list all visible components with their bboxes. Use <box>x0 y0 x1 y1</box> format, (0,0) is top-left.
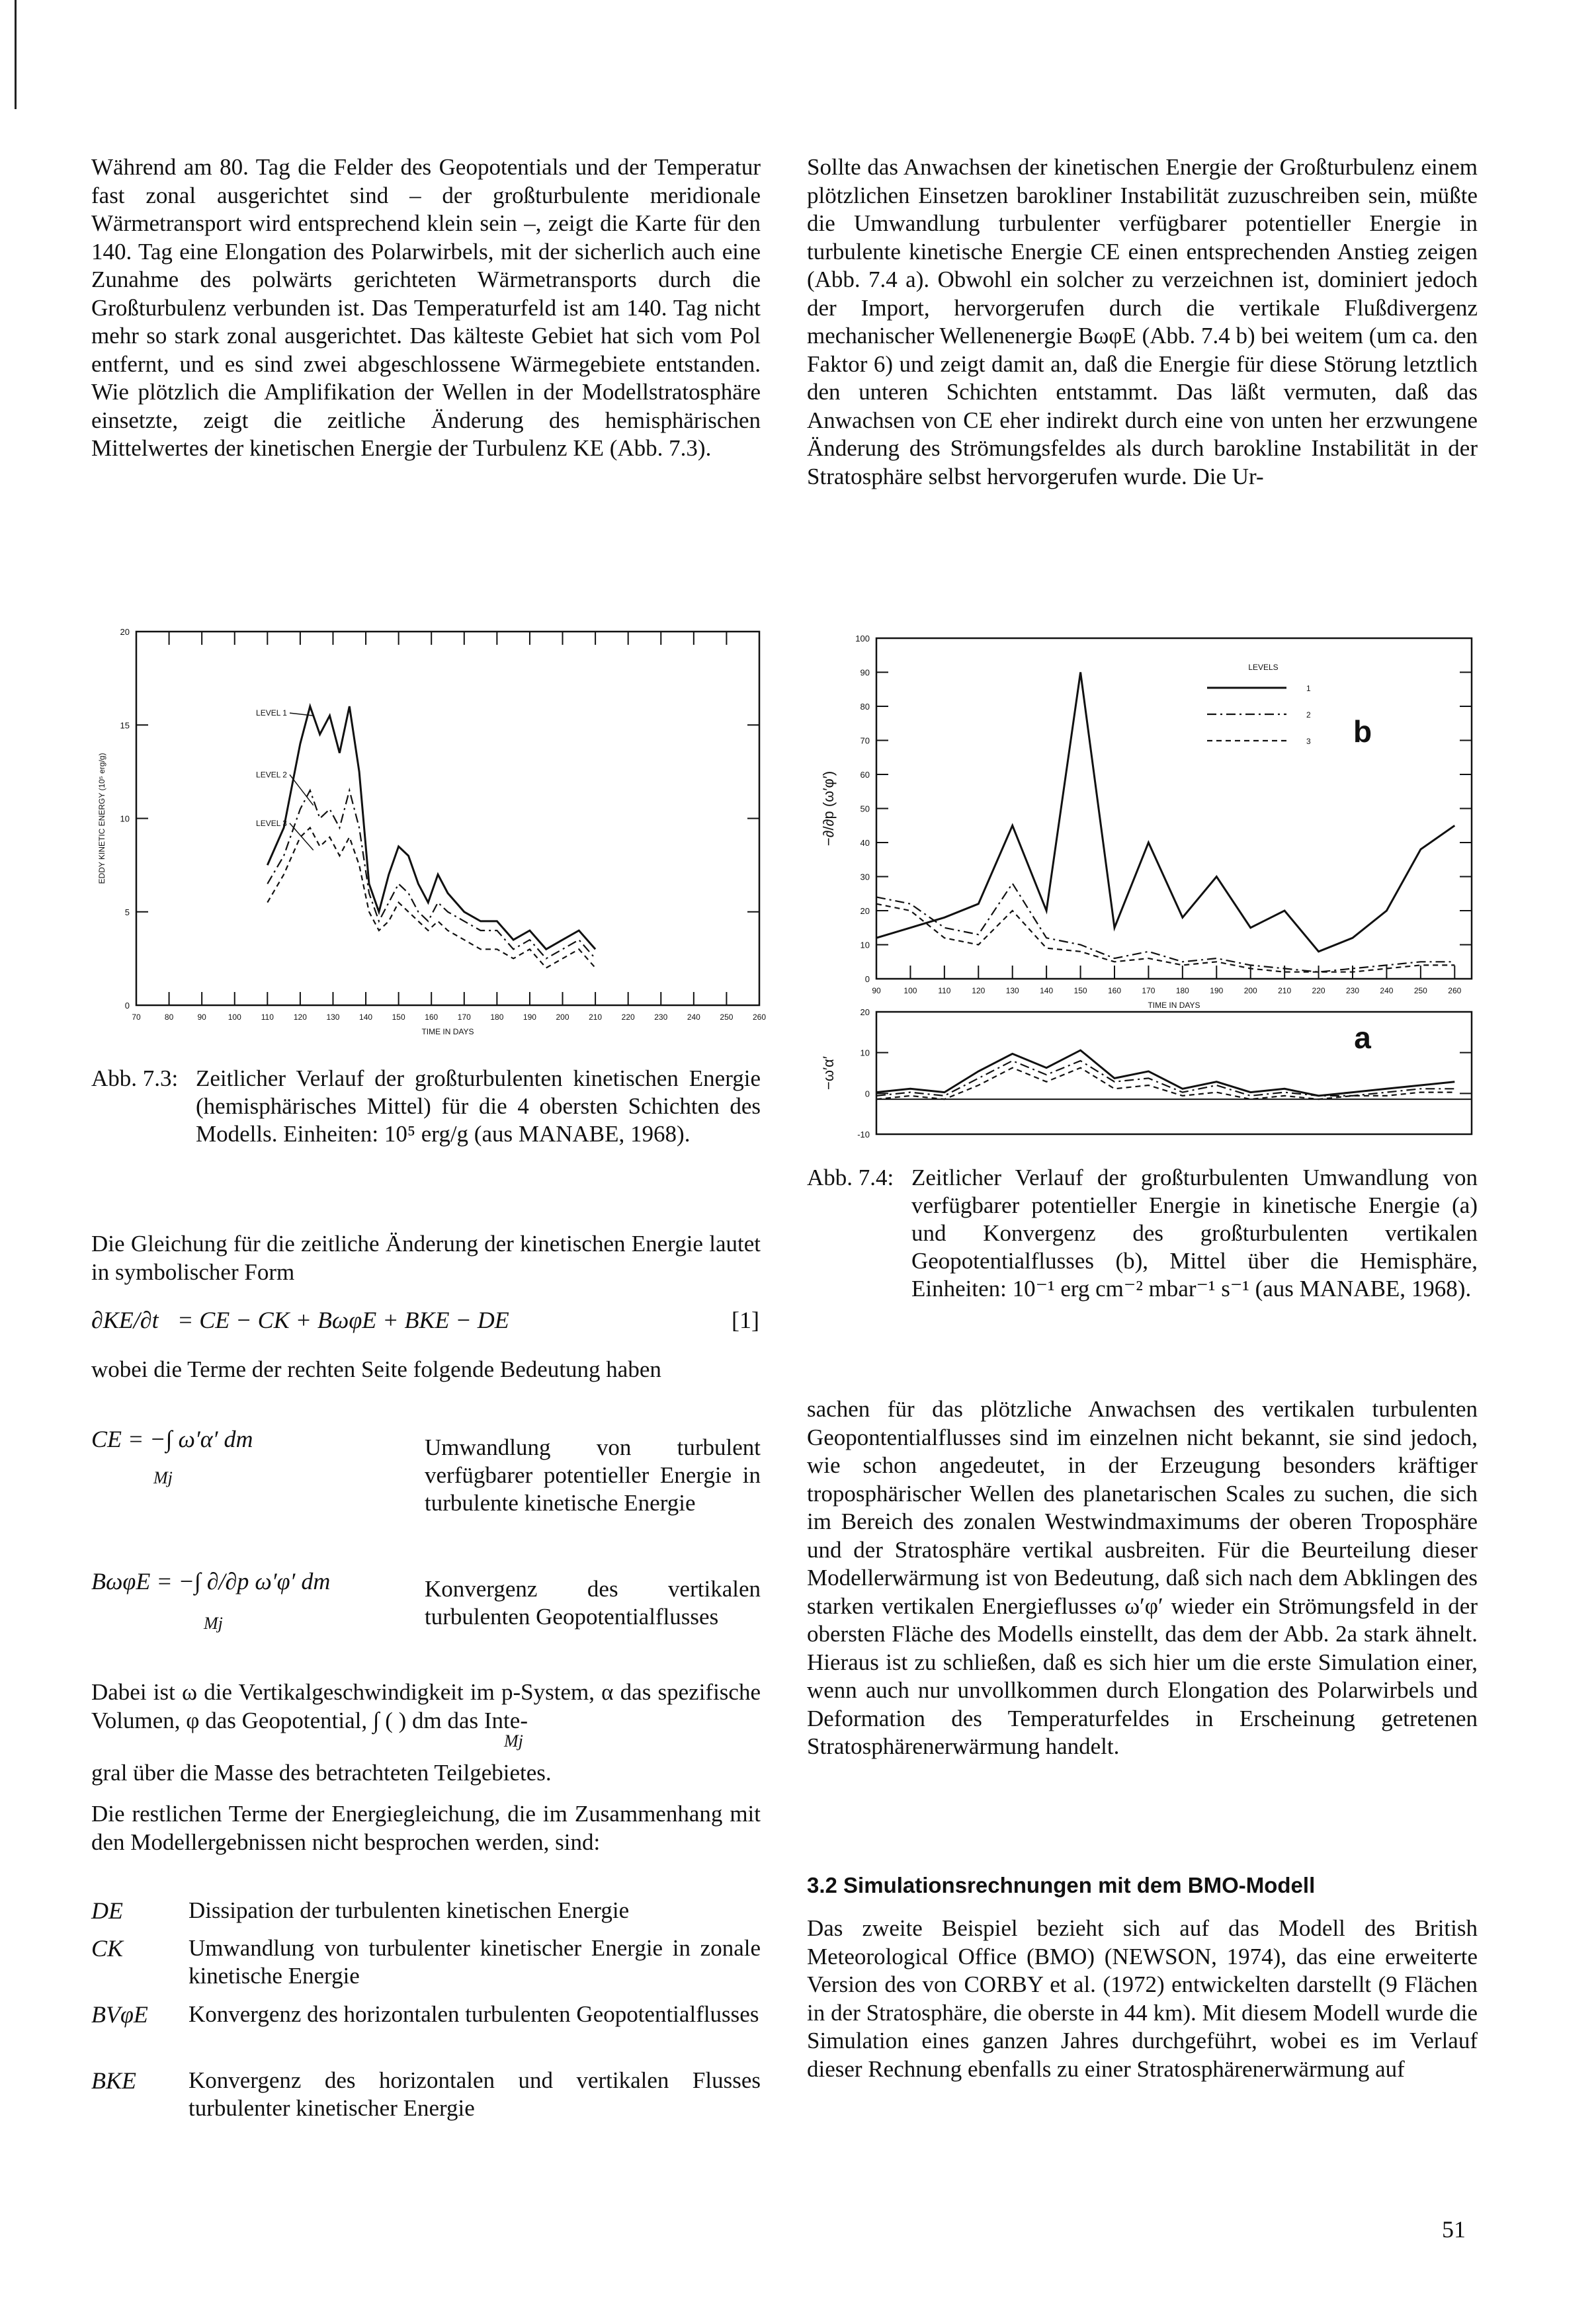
fig7_3-xtick-label-19: 260 <box>752 1013 767 1022</box>
fig7-3-series-2-label: LEVEL 2 <box>256 770 287 780</box>
fig7_4b-ylabel: −∂/∂p (ω′φ′) <box>820 770 837 847</box>
term-ck-name: CK <box>91 1935 124 1962</box>
left-paragraph-5 <box>91 1800 761 1856</box>
fig7_4b-ytick-label-1: 10 <box>860 940 870 950</box>
fig7_4b-xtick-label-15: 240 <box>1380 986 1394 995</box>
figure-7-3-caption-text: Zeitlicher Verlauf der großturbulenten kinetischen Energie (hemisphärisches Mittel) für die 4 obersten Schichten des Modells. Einheiten: 10⁵ erg/g (aus MANABE, 1968). <box>196 1065 761 1147</box>
left-paragraph-3 <box>91 1356 761 1384</box>
fig7_4b-xtick-label-1: 100 <box>903 986 917 995</box>
fig7_3-series-2-line <box>267 790 595 958</box>
fig7_4b-ytick-label-5: 50 <box>860 804 870 814</box>
fig7_4b-ytick-label-9: 90 <box>860 667 870 678</box>
bwe-formula-subscript: Mj <box>204 1614 223 1633</box>
fig7_4b-xtick-label-17: 260 <box>1448 986 1462 995</box>
fig7_4b-ytick-label-10: 100 <box>855 634 870 643</box>
fig7-3-series-3-label: LEVEL 3 <box>256 818 287 828</box>
fig7_4a-series-3-line <box>876 1068 1454 1100</box>
fig7_4b-xtick-label-11: 200 <box>1243 986 1257 995</box>
term-bke-name: BKE <box>91 2067 136 2094</box>
fig7_3-xtick-label-3: 100 <box>228 1013 241 1022</box>
fig7_4b-xtick-label-4: 130 <box>1005 986 1019 995</box>
fig7_3-xtick-label-9: 160 <box>425 1013 439 1022</box>
fig7_4b-xtick-label-3: 120 <box>972 986 986 995</box>
left-paragraph-4b-text: gral über die Masse des betrachteten Teilgebietes. <box>91 1760 552 1786</box>
fig7_3-xtick-label-15: 220 <box>621 1013 635 1022</box>
fig7_4b-xtick-label-9: 180 <box>1175 986 1189 995</box>
right-paragraph-3 <box>807 1915 1478 2083</box>
fig7-4b-legend-label-2: 2 <box>1306 710 1311 720</box>
left-paragraph-1-text: Während am 80. Tag die Felder des Geopotentials und der Temperatur fast zonal ausgerichtet sind – der großturbulente meridionale Wärmetransport wird entsprechend klein sein –, zeigt die Karte für den 140. Tag eine Elongation des Polarwirbels, mit der sicherlich auch eine Zunahme des polwärts gerichteten Wärmetransports durch die Großturbulenz verbunden ist. Das Temperaturfeld ist am 140. Tag nicht mehr so stark zonal ausgerichtet. Das kälteste Gebiet hat sich vom Pol entfernt, und es sind zwei abgeschlossene Wärmegebiete entstanden. Wie plötzlich die Amplifikation der Wellen in der Modellstratosphäre einsetzte, zeigt die zeitliche Änderung des hemisphärischen Mittelwertes der kinetischen Energie der Turbulenz KE (Abb. 7.3). <box>91 154 761 461</box>
fig7_3-xtick-label-5: 120 <box>293 1013 307 1022</box>
fig7_4a-frame <box>876 1012 1472 1134</box>
fig7_3-xtick-label-13: 200 <box>556 1013 569 1022</box>
ce-description: Umwandlung von turbulent verfügbarer potentieller Energie in turbulente kinetische Energie <box>425 1434 761 1516</box>
binder-edge-line <box>15 0 17 109</box>
fig7_4a-ylabel: −ω′α′ <box>820 1056 837 1090</box>
fig7_4b-xtick-label-2: 110 <box>938 986 951 995</box>
fig7-4a-panel-label: a <box>1354 1020 1371 1055</box>
fig7_4b-xtick-label-14: 230 <box>1345 986 1360 995</box>
left-paragraph-4 <box>91 1678 761 1735</box>
fig7-4b-legend-label-1: 1 <box>1306 684 1311 693</box>
fig7_3-xtick-label-4: 110 <box>261 1013 274 1022</box>
fig7_3-xtick-label-14: 210 <box>589 1013 603 1022</box>
fig7_4b-xtick-label-10: 190 <box>1210 986 1224 995</box>
fig7_4b-xtick-label-5: 140 <box>1040 986 1054 995</box>
figure-7-4-chart <box>804 625 1485 1154</box>
fig7_4b-ytick-label-7: 70 <box>860 735 870 746</box>
fig7-4b-panel-label: b <box>1353 714 1372 749</box>
fig7_4b-xtick-label-12: 210 <box>1278 986 1292 995</box>
right-paragraph-3-text: Das zweite Beispiel bezieht sich auf das Modell des British Meteorological Office (BMO) (NEWSON, 1974), das eine erweiterte Version des von CORBY et al. (1972) entwickelten darstellt (9 Flächen in der Stratosphäre, die oberste in 44 km). Mit diesem Modell wurde die Simulation eines ganzen Jahres durchgeführt, wobei es im Verlauf dieser Rechnung ebenfalls zu einer Stratosphärenerwärmung auf <box>807 1915 1478 2082</box>
fig7_4b-frame <box>876 638 1472 979</box>
fig7_3-xtick-label-11: 180 <box>490 1013 504 1022</box>
ce-formula-subscript: Mj <box>153 1468 173 1487</box>
fig7_3-xtick-label-2: 90 <box>197 1013 206 1022</box>
fig7_4b-ytick-label-4: 40 <box>860 838 870 848</box>
term-bvphie-desc: Konvergenz des horizontalen turbulenten Geopotentialflusses <box>189 2001 759 2027</box>
fig7_4b-xtick-label-16: 250 <box>1413 986 1427 995</box>
fig7_4b-xtick-label-7: 160 <box>1107 986 1122 995</box>
fig7-3-series-1-leader <box>290 713 314 716</box>
fig7_4a-ytick-label-1: 0 <box>864 1089 870 1099</box>
term-bke-desc: Konvergenz des horizontalen und vertikalen Flusses turbulenter kinetischer Energie <box>189 2067 761 2121</box>
fig7_4a-series-1-line <box>876 1050 1454 1096</box>
fig7_4a-ytick-label-3: 20 <box>860 1007 870 1017</box>
fig7-4b-legend-title: LEVELS <box>1248 663 1279 672</box>
left-paragraph-4b <box>91 1759 761 1788</box>
left-paragraph-1 <box>91 153 761 463</box>
fig7_3-ytick-label-3: 15 <box>120 720 130 731</box>
fig7_4b-xtick-label-8: 170 <box>1142 986 1155 995</box>
fig7_3-ytick-label-1: 5 <box>124 907 130 917</box>
left-paragraph-2 <box>91 1230 761 1286</box>
fig7_3-xtick-label-12: 190 <box>523 1013 536 1022</box>
equation-lhs: ∂KE/∂t <box>91 1307 159 1333</box>
term-bvphie-name: BVφE <box>91 2001 148 2028</box>
figure-7-3-chart <box>91 618 782 1052</box>
fig7_4b-xtick-label-0: 90 <box>872 986 881 995</box>
bwe-formula: BωφE = −∫ ∂/∂p ω′φ′ dm <box>91 1568 331 1594</box>
fig7_3-ytick-label-0: 0 <box>124 1001 130 1011</box>
term-de-name: DE <box>91 1897 123 1924</box>
left-paragraph-2-text: Die Gleichung für die zeitliche Änderung der kinetischen Energie lautet in symbolischer Form <box>91 1231 761 1285</box>
fig7_3-frame <box>136 632 759 1005</box>
left-paragraph-5-text: Die restlichen Terme der Energiegleichung, die im Zusammenhang mit den Modellergebnissen nicht besprochen werden, sind: <box>91 1801 761 1855</box>
fig7_4b-ytick-label-0: 0 <box>864 974 870 984</box>
fig7_3-series-3-line <box>267 828 595 968</box>
ce-formula: CE = −∫ ω′α′ dm <box>91 1426 253 1452</box>
fig7-3-series-1-label: LEVEL 1 <box>256 708 287 718</box>
fig7_3-xtick-label-16: 230 <box>654 1013 668 1022</box>
fig7_3-xtick-label-7: 140 <box>359 1013 373 1022</box>
fig7_4b-series-2-line <box>876 884 1454 972</box>
equation-number: [1] <box>732 1307 759 1333</box>
fig7_3-ytick-label-4: 20 <box>120 627 130 637</box>
left-paragraph-4a-text: Dabei ist ω die Vertikalgeschwindigkeit im p-System, α das spezifische Volumen, φ das Geopotential, ∫ ( ) dm das Inte- <box>91 1679 761 1733</box>
section-heading-3-2: 3.2 Simulationsrechnungen mit dem BMO-Modell <box>807 1873 1316 1897</box>
fig7_4b-ytick-label-2: 20 <box>860 906 870 916</box>
fig7_4b-ytick-label-3: 30 <box>860 872 870 882</box>
fig7_3-xtick-label-0: 70 <box>132 1013 141 1022</box>
fig7-4b-legend-label-3: 3 <box>1306 737 1311 746</box>
fig7_3-ytick-label-2: 10 <box>120 813 130 824</box>
term-ck-desc: Umwandlung von turbulenter kinetischer Energie in zonale kinetische Energie <box>189 1935 761 1989</box>
integral-subscript: Mj <box>504 1731 523 1751</box>
left-paragraph-3-text: wobei die Terme der rechten Seite folgende Bedeutung haben <box>91 1356 661 1382</box>
fig7_4b-xtick-label-6: 150 <box>1073 986 1087 995</box>
fig7_3-xlabel: TIME IN DAYS <box>421 1027 474 1036</box>
fig7_4b-xlabel: TIME IN DAYS <box>1148 1001 1200 1010</box>
fig7_4a-ytick-label-2: 10 <box>860 1048 870 1058</box>
right-paragraph-1 <box>807 153 1478 491</box>
fig7_3-ylabel: EDDY KINETIC ENERGY (10⁵ erg/g) <box>97 753 106 884</box>
fig7_4b-ytick-label-6: 60 <box>860 770 870 780</box>
figure-7-3-caption-label: Abb. 7.3: <box>91 1065 179 1091</box>
fig7_4b-series-3-line <box>876 904 1454 972</box>
fig7_3-xtick-label-8: 150 <box>392 1013 405 1022</box>
figure-7-4-caption <box>807 1164 1478 1349</box>
term-de-desc: Dissipation der turbulenten kinetischen Energie <box>189 1897 630 1923</box>
fig7_3-series-1-line <box>267 706 595 949</box>
fig7_3-xtick-label-18: 250 <box>720 1013 734 1022</box>
fig7_3-xtick-label-1: 80 <box>164 1013 174 1022</box>
fig7_3-xtick-label-17: 240 <box>687 1013 700 1022</box>
equation-rhs: = CE − CK + BωφE + BKE − DE <box>177 1307 509 1333</box>
figure-7-4-caption-label: Abb. 7.4: <box>807 1165 894 1190</box>
bwe-description: Konvergenz des vertikalen turbulenten Geopotentialflusses <box>425 1576 761 1630</box>
right-paragraph-2-text: sachen für das plötzliche Anwachsen des vertikalen turbulenten Geopontentialflusses sind im einzelnen nicht bekannt, sie sind jedoch, wie schon angedeutet, in der Erzeugung besonders kräftiger troposphärischer Wellen des planetarischen Scales zu suchen, die sich im Bereich des zonalen Westwindmaximums der oberen Troposphäre und der Stratosphäre vertikal ausbreiten. Für die Beurteilung dieser Modellerwärmung ist von Bedeutung, daß sich nach dem Abklingen des starken vertikalen Energieflusses ω′φ′ wieder ein Strömungsfeld in der obersten Fläche des Modells einstellt, das dem der Abb. 2a stark ähnelt. Hieraus ist zu schließen, daß es sich hier um die erste Simulation einer, wenn auch nur unvollkommen durch Elongation des Polarwirbels und Deformation des Temperaturfeldes in Erscheinung getretenen Stratosphärenerwärmung handelt. <box>807 1396 1478 1759</box>
figure-7-3-caption <box>91 1065 761 1180</box>
fig7_3-xtick-label-6: 130 <box>326 1013 340 1022</box>
right-paragraph-1-text: Sollte das Anwachsen der kinetischen Energie der Großturbulenz einem plötzlichen Einsetzen barokliner Instabilität zuzuschreiben sein, müßte die Umwandlung turbulenter verfügbarer potentieller Energie in turbulente kinetische Energie CE einen entsprechenden Anstieg zeigen (Abb. 7.4 a). Obwohl ein solcher zu verzeichnen ist, dominiert jedoch der Import, hervorgerufen durch die vertikale Flußdivergenz mechanischer Wellenenergie BωφE (Abb. 7.4 b) bei weitem (um ca. den Faktor 6) und zeigt damit an, daß die Energie für diese Störung letztlich den unteren Schichten entstammt. Das läßt vermuten, daß das Anwachsen von CE eher indirekt durch eine von unten her erzwungene Änderung des Strömungsfeldes als durch barokline Instabilität in der Stratosphäre selbst hervorgerufen wurde. Die Ur- <box>807 154 1478 489</box>
fig7_3-xtick-label-10: 170 <box>457 1013 471 1022</box>
figure-7-4-caption-text: Zeitlicher Verlauf der großturbulenten Umwandlung von verfügbarer potentieller Energie in kinetische Energie (a) und Konvergenz des großturbulenten vertikalen Geopotentialflusses (b), Mittel über die Hemisphäre, Einheiten: 10⁻¹ erg cm⁻² mbar⁻¹ s⁻¹ (aus MANABE, 1968). <box>911 1165 1478 1302</box>
fig7_4b-ytick-label-8: 80 <box>860 702 870 712</box>
right-paragraph-2 <box>807 1395 1478 1761</box>
page-number: 51 <box>1442 2216 1466 2243</box>
fig7_4b-xtick-label-13: 220 <box>1312 986 1325 995</box>
fig7_4a-ytick-label-0: -10 <box>857 1130 870 1139</box>
